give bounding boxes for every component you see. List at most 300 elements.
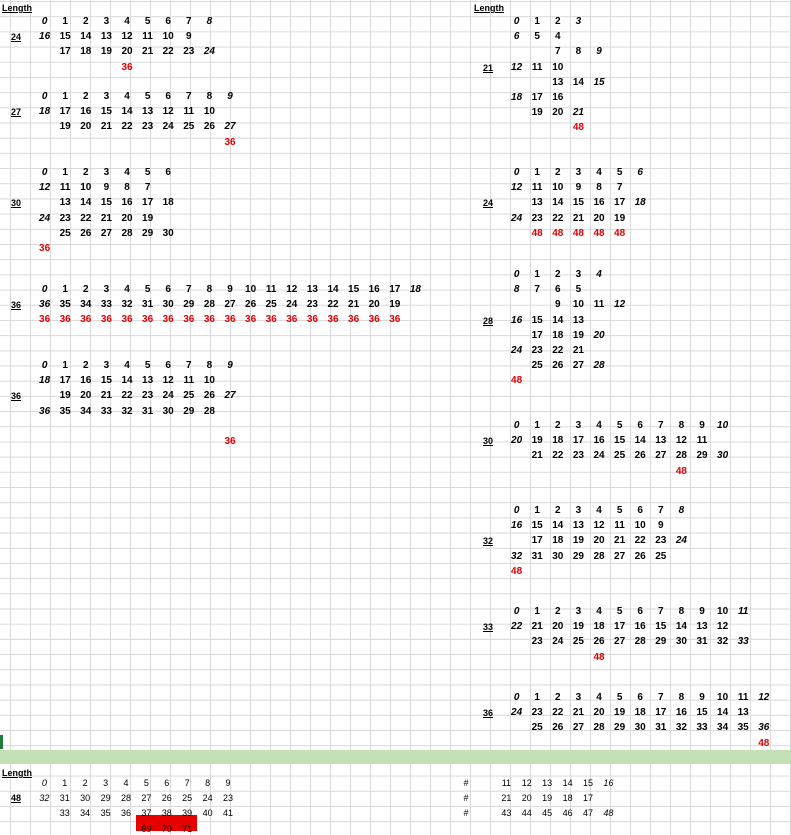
grid-cell: 23: [142, 121, 154, 133]
grid-cell: 48: [511, 565, 523, 577]
grid-cell: 34: [80, 299, 92, 311]
header-length-left: Length: [2, 3, 32, 13]
grid-cell: 22: [121, 390, 133, 402]
grid-cell: 22: [634, 535, 646, 547]
grid-cell: 20: [593, 535, 605, 547]
grid-cell: 16: [121, 197, 133, 209]
grid-cell: 3: [103, 360, 110, 371]
grid-cell: 6: [637, 420, 643, 431]
grid-cell: 30: [162, 299, 174, 311]
grid-cell: 21: [100, 212, 112, 224]
grid-cell: 13: [572, 314, 584, 326]
grid-cell: 25: [531, 360, 543, 372]
grid-cell: 17: [531, 535, 543, 547]
grid-cell: 2: [83, 360, 89, 371]
grid-cell: 20: [593, 329, 605, 341]
grid-cell: 5: [616, 505, 623, 516]
grid-cell: 7: [186, 360, 192, 371]
grid-cell: 33: [59, 808, 70, 819]
grid-cell: 22: [80, 212, 92, 224]
grid-cell: 5: [534, 31, 540, 43]
grid-cell: 0: [41, 778, 47, 788]
block-length-label: 28: [482, 315, 493, 326]
grid-cell: 6: [637, 167, 643, 178]
grid-cell: 27: [572, 360, 584, 372]
grid-cell: 23: [183, 46, 195, 58]
grid-cell: 34: [80, 808, 91, 819]
grid-cell: 17: [531, 92, 543, 103]
grid-cell: 15: [531, 314, 543, 326]
grid-cell: 30: [634, 722, 646, 734]
grid-cell: 24: [162, 390, 174, 402]
grid-cell: 22: [552, 707, 564, 719]
grid-cell: 48: [758, 737, 770, 749]
block-length-label: 36: [10, 391, 21, 402]
grid-cell: 4: [596, 420, 602, 431]
grid-cell: 48: [511, 375, 523, 387]
grid-cell: 23: [222, 793, 233, 804]
grid-cell: 17: [59, 46, 71, 58]
grid-cell: 14: [327, 284, 339, 295]
grid-cell: 13: [737, 707, 749, 719]
grid-cell: 5: [143, 778, 149, 788]
grid-cell: 6: [637, 606, 643, 617]
grid-cell: 48: [572, 122, 584, 134]
grid-cell: 16: [593, 435, 605, 447]
grid-cell: 0: [41, 284, 48, 295]
grid-cell: 1: [62, 16, 68, 27]
grid-cell: 13: [572, 520, 584, 532]
grid-cell: 26: [245, 299, 257, 311]
grid-cell: 24: [511, 707, 523, 719]
grid-cell: 32: [121, 299, 133, 311]
grid-cell: 8: [206, 284, 213, 295]
grid-cell: 13: [142, 375, 154, 387]
grid-cell: 0: [513, 420, 520, 431]
grid-cell: 2: [555, 16, 561, 27]
grid-cell: 8: [575, 46, 582, 58]
grid-cell: 27: [614, 550, 626, 562]
grid-cell: 14: [552, 314, 564, 326]
grid-cell: 9: [555, 299, 561, 311]
grid-cell: 21: [142, 46, 154, 58]
grid-cell: 3: [103, 16, 110, 27]
grid-cell: 6: [165, 16, 171, 27]
grid-cell: 29: [183, 299, 195, 311]
grid-cell: 15: [572, 197, 584, 209]
grid-cell: 18: [552, 329, 564, 341]
grid-cell: 70: [161, 823, 172, 834]
block-length-label: 24: [482, 198, 493, 209]
grid-cell: 11: [265, 284, 277, 295]
grid-cell: 30: [80, 793, 91, 804]
grid-cell: 45: [542, 808, 553, 819]
grid-cell: 27: [655, 450, 667, 462]
grid-cell: 19: [531, 435, 543, 447]
grid-cell: 2: [555, 505, 561, 516]
grid-cell: 16: [634, 621, 646, 633]
grid-cell: 8: [678, 420, 685, 431]
grid-cell: 26: [634, 550, 646, 562]
grid-cell: 11: [501, 778, 512, 788]
grid-cell: 21: [572, 107, 584, 119]
grid-cell: 8: [206, 16, 213, 27]
grid-cell: 7: [186, 284, 192, 295]
grid-cell: 36: [224, 136, 236, 148]
grid-cell: 69: [141, 823, 152, 834]
grid-cell: 25: [265, 299, 277, 311]
grid-cell: 35: [100, 808, 111, 819]
grid-cell: 0: [41, 91, 48, 102]
grid-cell: 2: [555, 269, 561, 280]
grid-cell: 22: [511, 621, 523, 633]
grid-cell: 17: [142, 197, 154, 209]
grid-cell: 0: [513, 269, 520, 280]
grid-cell: 36: [121, 314, 133, 326]
grid-cell: 28: [593, 360, 605, 372]
grid-cell: 22: [552, 450, 564, 462]
grid-cell: 1: [534, 692, 540, 703]
grid-cell: 8: [596, 182, 602, 194]
grid-cell: 36: [348, 314, 360, 326]
grid-cell: 2: [555, 606, 561, 617]
grid-cell: 9: [575, 182, 582, 194]
grid-cell: 21: [531, 450, 543, 462]
grid-cell: 24: [511, 212, 523, 224]
grid-cell: 40: [202, 808, 213, 819]
grid-cell: 5: [616, 692, 623, 703]
grid-cell: 48: [675, 465, 687, 477]
grid-cell: 9: [103, 182, 110, 194]
grid-cell: 14: [121, 106, 133, 118]
grid-cell: 18: [39, 106, 51, 118]
grid-cell: 7: [184, 778, 190, 788]
grid-cell: 30: [162, 405, 174, 417]
grid-cell: 32: [121, 405, 133, 417]
grid-cell: #: [463, 808, 469, 819]
grid-cell: 9: [227, 360, 233, 371]
grid-cell: 6: [637, 505, 643, 516]
grid-cell: 36: [389, 314, 401, 326]
grid-cell: 16: [603, 778, 614, 788]
grid-cell: 25: [182, 793, 193, 804]
grid-cell: 20: [511, 435, 523, 447]
grid-cell: 7: [658, 606, 664, 617]
grid-cell: 30: [675, 636, 687, 648]
grid-cell: 12: [593, 520, 605, 532]
grid-cell: 10: [717, 606, 729, 617]
block-length-label: 32: [482, 536, 493, 547]
grid-cell: 5: [616, 606, 623, 617]
grid-cell: 25: [531, 722, 543, 734]
grid-cell: 32: [717, 636, 729, 648]
grid-cell: 71: [182, 823, 193, 834]
grid-cell: 13: [100, 31, 112, 43]
grid-cell: 36: [245, 314, 257, 326]
grid-cell: 24: [593, 450, 605, 462]
grid-cell: 21: [614, 535, 626, 547]
grid-cell: 5: [616, 167, 623, 178]
grid-cell: 19: [531, 107, 543, 119]
grid-cell: 36: [368, 314, 380, 326]
grid-cell: 0: [41, 16, 48, 27]
row-edge-marker: [0, 735, 3, 749]
grid-cell: 18: [552, 435, 564, 447]
grid-cell: 14: [552, 520, 564, 532]
grid-cell: 24: [162, 121, 174, 133]
grid-cell: 1: [534, 505, 540, 516]
grid-cell: 13: [59, 197, 71, 209]
grid-cell: 13: [542, 778, 553, 788]
grid-cell: 20: [80, 121, 92, 133]
grid-cell: 31: [655, 722, 667, 734]
grid-cell: 24: [202, 793, 213, 804]
grid-cell: 10: [552, 182, 564, 194]
grid-cell: 36: [224, 436, 236, 447]
grid-cell: #: [463, 778, 469, 788]
grid-cell: 9: [225, 778, 231, 788]
grid-cell: 26: [593, 636, 605, 648]
header-length-right: Length: [474, 3, 504, 13]
grid-cell: 11: [183, 106, 195, 118]
grid-cell: 17: [389, 284, 401, 295]
grid-cell: 29: [696, 450, 708, 462]
grid-cell: 20: [552, 107, 564, 119]
grid-cell: 7: [144, 182, 151, 194]
grid-cell: 4: [555, 31, 561, 43]
grid-cell: 23: [531, 636, 543, 648]
grid-cell: 21: [100, 121, 112, 133]
grid-cell: 7: [186, 91, 192, 102]
grid-cell: 14: [552, 197, 564, 209]
grid-cell: 34: [717, 722, 729, 734]
grid-cell: 13: [142, 106, 154, 118]
grid-cell: 24: [675, 535, 687, 547]
grid-cell: 1: [62, 91, 68, 102]
grid-cell: 29: [100, 793, 111, 804]
grid-cell: 21: [501, 793, 512, 804]
grid-cell: 19: [59, 121, 71, 133]
grid-cell: 19: [572, 329, 584, 341]
grid-cell: 14: [562, 778, 573, 788]
grid-cell: 25: [572, 636, 584, 648]
grid-cell: 12: [121, 31, 133, 43]
grid-cell: 4: [124, 16, 130, 27]
grid-cell: 11: [183, 375, 195, 387]
grid-cell: 0: [41, 360, 48, 371]
grid-cell: 13: [531, 197, 543, 209]
grid-cell: 26: [634, 450, 646, 462]
grid-cell: 22: [552, 345, 564, 356]
grid-cell: 28: [203, 299, 215, 311]
grid-cell: 22: [327, 299, 339, 311]
grid-cell: 36: [39, 314, 51, 326]
grid-cell: 7: [658, 420, 664, 431]
grid-cell: 17: [531, 329, 543, 341]
grid-cell: 11: [531, 182, 543, 194]
grid-cell: 5: [144, 360, 151, 371]
grid-cell: 0: [513, 606, 520, 617]
grid-cell: 11: [737, 692, 749, 703]
grid-cell: 23: [572, 450, 584, 462]
grid-cell: 24: [511, 345, 523, 356]
grid-cell: 20: [552, 621, 564, 633]
grid-cell: 7: [186, 16, 192, 27]
grid-cell: 23: [59, 212, 71, 224]
grid-cell: 20: [521, 793, 532, 804]
grid-cell: 31: [531, 550, 543, 562]
grid-cell: 14: [572, 76, 584, 88]
grid-cell: 20: [593, 212, 605, 224]
grid-cell: 28: [593, 722, 605, 734]
grid-cell: 7: [534, 284, 540, 296]
grid-cell: 1: [534, 420, 540, 431]
grid-cell: 26: [161, 793, 172, 804]
grid-cell: 16: [39, 31, 51, 43]
grid-cell: 6: [165, 91, 171, 102]
grid-cell: 15: [348, 284, 360, 295]
grid-cell: 1: [62, 360, 68, 371]
grid-cell: 6: [637, 692, 643, 703]
grid-cell: 17: [582, 793, 593, 804]
grid-cell: 22: [552, 212, 564, 224]
grid-cell: 48: [531, 227, 543, 239]
grid-cell: 11: [593, 299, 605, 311]
grid-cell: 8: [124, 182, 130, 194]
grid-cell: 36: [39, 299, 51, 311]
grid-cell: 15: [593, 76, 605, 88]
grid-cell: 15: [100, 106, 112, 118]
grid-cell: 0: [513, 16, 520, 27]
grid-cell: 5: [616, 420, 623, 431]
grid-cell: 28: [675, 450, 687, 462]
grid-cell: 48: [593, 651, 605, 663]
grid-cell: 17: [655, 707, 667, 719]
grid-cell: 23: [531, 212, 543, 224]
grid-cell: 28: [120, 793, 131, 804]
grid-cell: 3: [575, 269, 582, 280]
grid-cell: 24: [39, 212, 51, 224]
separator-band: [0, 750, 791, 764]
grid-cell: 3: [575, 167, 582, 178]
grid-cell: 10: [572, 299, 584, 311]
grid-cell: 18: [162, 197, 174, 209]
grid-cell: 10: [80, 182, 92, 194]
grid-cell: 14: [121, 375, 133, 387]
grid-cell: 27: [224, 299, 236, 311]
grid-cell: 27: [224, 390, 236, 402]
grid-cell: 12: [717, 621, 729, 633]
grid-cell: 48: [572, 227, 584, 239]
grid-cell: 6: [164, 778, 170, 788]
grid-cell: 1: [62, 778, 68, 788]
grid-cell: 16: [511, 314, 523, 326]
grid-cell: 9: [699, 420, 705, 431]
grid-cell: 12: [162, 106, 174, 118]
grid-cell: 8: [513, 284, 520, 296]
grid-cell: 31: [142, 405, 154, 417]
grid-cell: 1: [534, 606, 540, 617]
grid-cell: 7: [555, 46, 561, 58]
grid-cell: 36: [306, 314, 318, 326]
grid-cell: 20: [121, 46, 133, 58]
grid-cell: 30: [552, 550, 564, 562]
grid-cell: 11: [614, 520, 625, 532]
grid-cell: 0: [513, 692, 520, 703]
grid-cell: 3: [103, 167, 110, 178]
grid-cell: 15: [100, 375, 112, 387]
grid-cell: 12: [511, 182, 523, 194]
grid-cell: 15: [59, 31, 71, 43]
grid-cell: 18: [39, 375, 51, 387]
grid-cell: 18: [409, 284, 421, 295]
grid-cell: 8: [678, 505, 685, 516]
grid-cell: 36: [286, 314, 298, 326]
grid-cell: 32: [39, 793, 50, 804]
grid-cell: 16: [368, 284, 380, 295]
grid-cell: 48: [603, 808, 614, 819]
block-length-label: 48: [10, 793, 21, 804]
grid-cell: 4: [124, 284, 130, 295]
grid-cell: 36: [59, 314, 71, 326]
grid-cell: 39: [182, 808, 193, 819]
grid-cell: 28: [121, 227, 133, 239]
grid-cell: 12: [675, 435, 687, 447]
grid-cell: 19: [389, 299, 401, 311]
grid-cell: 19: [572, 621, 584, 633]
grid-cell: 36: [224, 314, 236, 326]
grid-cell: 20: [593, 707, 605, 719]
grid-cell: 48: [614, 227, 626, 239]
grid-cell: 25: [183, 390, 195, 402]
grid-cell: 28: [203, 405, 215, 417]
grid-cell: 16: [80, 106, 92, 118]
grid-cell: #: [463, 793, 469, 804]
grid-cell: 3: [103, 778, 109, 788]
grid-cell: 30: [717, 450, 729, 462]
grid-cell: 5: [144, 16, 151, 27]
grid-cell: 25: [655, 550, 667, 562]
grid-cell: 47: [582, 808, 593, 819]
grid-cell: 29: [572, 550, 584, 562]
grid-cell: 10: [717, 692, 729, 703]
grid-cell: 19: [142, 212, 154, 224]
grid-cell: 4: [596, 692, 602, 703]
grid-cell: 4: [596, 269, 602, 280]
grid-cell: 15: [696, 707, 708, 719]
grid-cell: 11: [737, 606, 749, 617]
grid-cell: 38: [161, 808, 172, 819]
grid-cell: 19: [572, 535, 584, 547]
grid-cell: 1: [62, 284, 68, 295]
grid-cell: 10: [203, 106, 215, 118]
grid-cell: 3: [575, 16, 582, 27]
grid-cell: 10: [717, 420, 729, 431]
grid-cell: 22: [162, 46, 174, 58]
grid-cell: 24: [203, 46, 215, 58]
grid-cell: 5: [144, 91, 151, 102]
grid-cell: 26: [80, 227, 92, 239]
grid-cell: 36: [327, 314, 339, 326]
grid-cell: 44: [521, 808, 532, 819]
grid-cell: 36: [203, 314, 215, 326]
grid-cell: 21: [531, 621, 543, 633]
grid-cell: 31: [142, 299, 154, 311]
grid-cell: 16: [675, 707, 687, 719]
grid-cell: 18: [634, 707, 646, 719]
grid-cell: 19: [614, 212, 626, 224]
grid-cell: 29: [183, 405, 195, 417]
